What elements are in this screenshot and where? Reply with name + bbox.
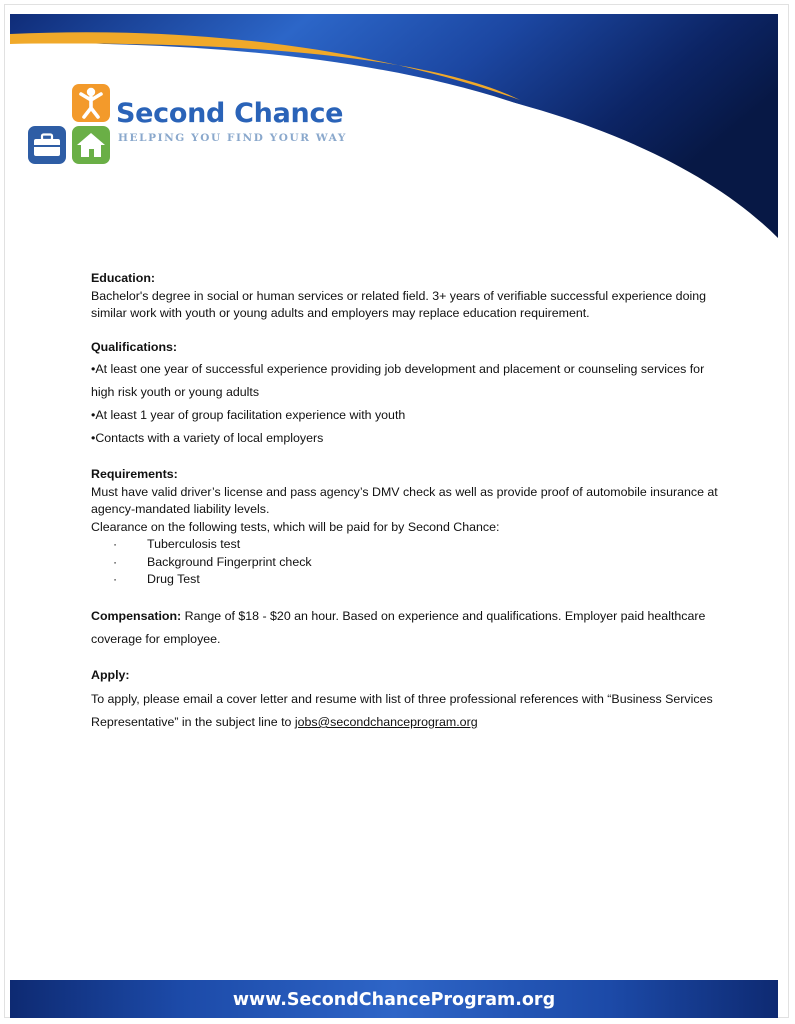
footer-bar [10, 980, 778, 1018]
apply-heading: Apply: [91, 667, 130, 682]
qualifications-section [91, 339, 731, 451]
apply-instructions [91, 688, 731, 734]
clearance-test-item: · Tuberculosis test [91, 536, 731, 554]
job-details [91, 270, 731, 734]
footer-website-link[interactable]: www.SecondChanceProgram.org [232, 990, 556, 1010]
second-chance-logo [28, 84, 358, 170]
education-heading: Education: [91, 271, 156, 285]
requirements-section [91, 466, 731, 589]
apply-text: To apply, please email a cover letter and resume with list of three professional references with “Business Services Representative” in the subject line to [91, 692, 713, 729]
compensation-section [91, 605, 731, 651]
requirements-text: Must have valid driver’s license and pass agency’s DMV check as well as provide proof of automobile insurance at agency-mandated liability levels. [91, 484, 718, 516]
qualification-item: •Contacts with a variety of local employers [91, 431, 324, 445]
apply-email-link[interactable]: jobs@secondchanceprogram.org [294, 715, 478, 729]
qualification-item: •At least 1 year of group facilitation experience with youth [91, 408, 406, 422]
clearance-intro: Clearance on the following tests, which will be paid for by Second Chance: [91, 519, 500, 534]
qualifications-heading: Qualifications: [91, 339, 178, 354]
briefcase-icon [28, 126, 66, 164]
education-section [91, 270, 731, 323]
compensation-heading: Compensation: [91, 608, 182, 623]
person-icon [72, 84, 110, 122]
brand-name: Second Chance [116, 98, 344, 129]
compensation-text: Range of $18 - $20 an hour. Based on experience and qualifications. Employer paid healthcare coverage for employee. [91, 608, 706, 646]
clearance-test-item: · Drug Test [91, 571, 731, 589]
brand-tagline: HELPING YOU FIND YOUR WAY [118, 132, 347, 144]
qualification-item: •At least one year of successful experience providing job development and placement or counseling services for high risk youth or young adults [91, 362, 705, 399]
education-text: Bachelor's degree in social or human services or related field. 3+ years of verifiable successful experience doing similar work with youth or young adults and employers may replace education requirement. [91, 288, 706, 320]
requirements-heading: Requirements: [91, 467, 178, 481]
house-icon [72, 126, 110, 164]
clearance-test-list [91, 536, 731, 589]
apply-section [91, 667, 731, 735]
clearance-test-item: · Background Fingerprint check [91, 554, 731, 572]
